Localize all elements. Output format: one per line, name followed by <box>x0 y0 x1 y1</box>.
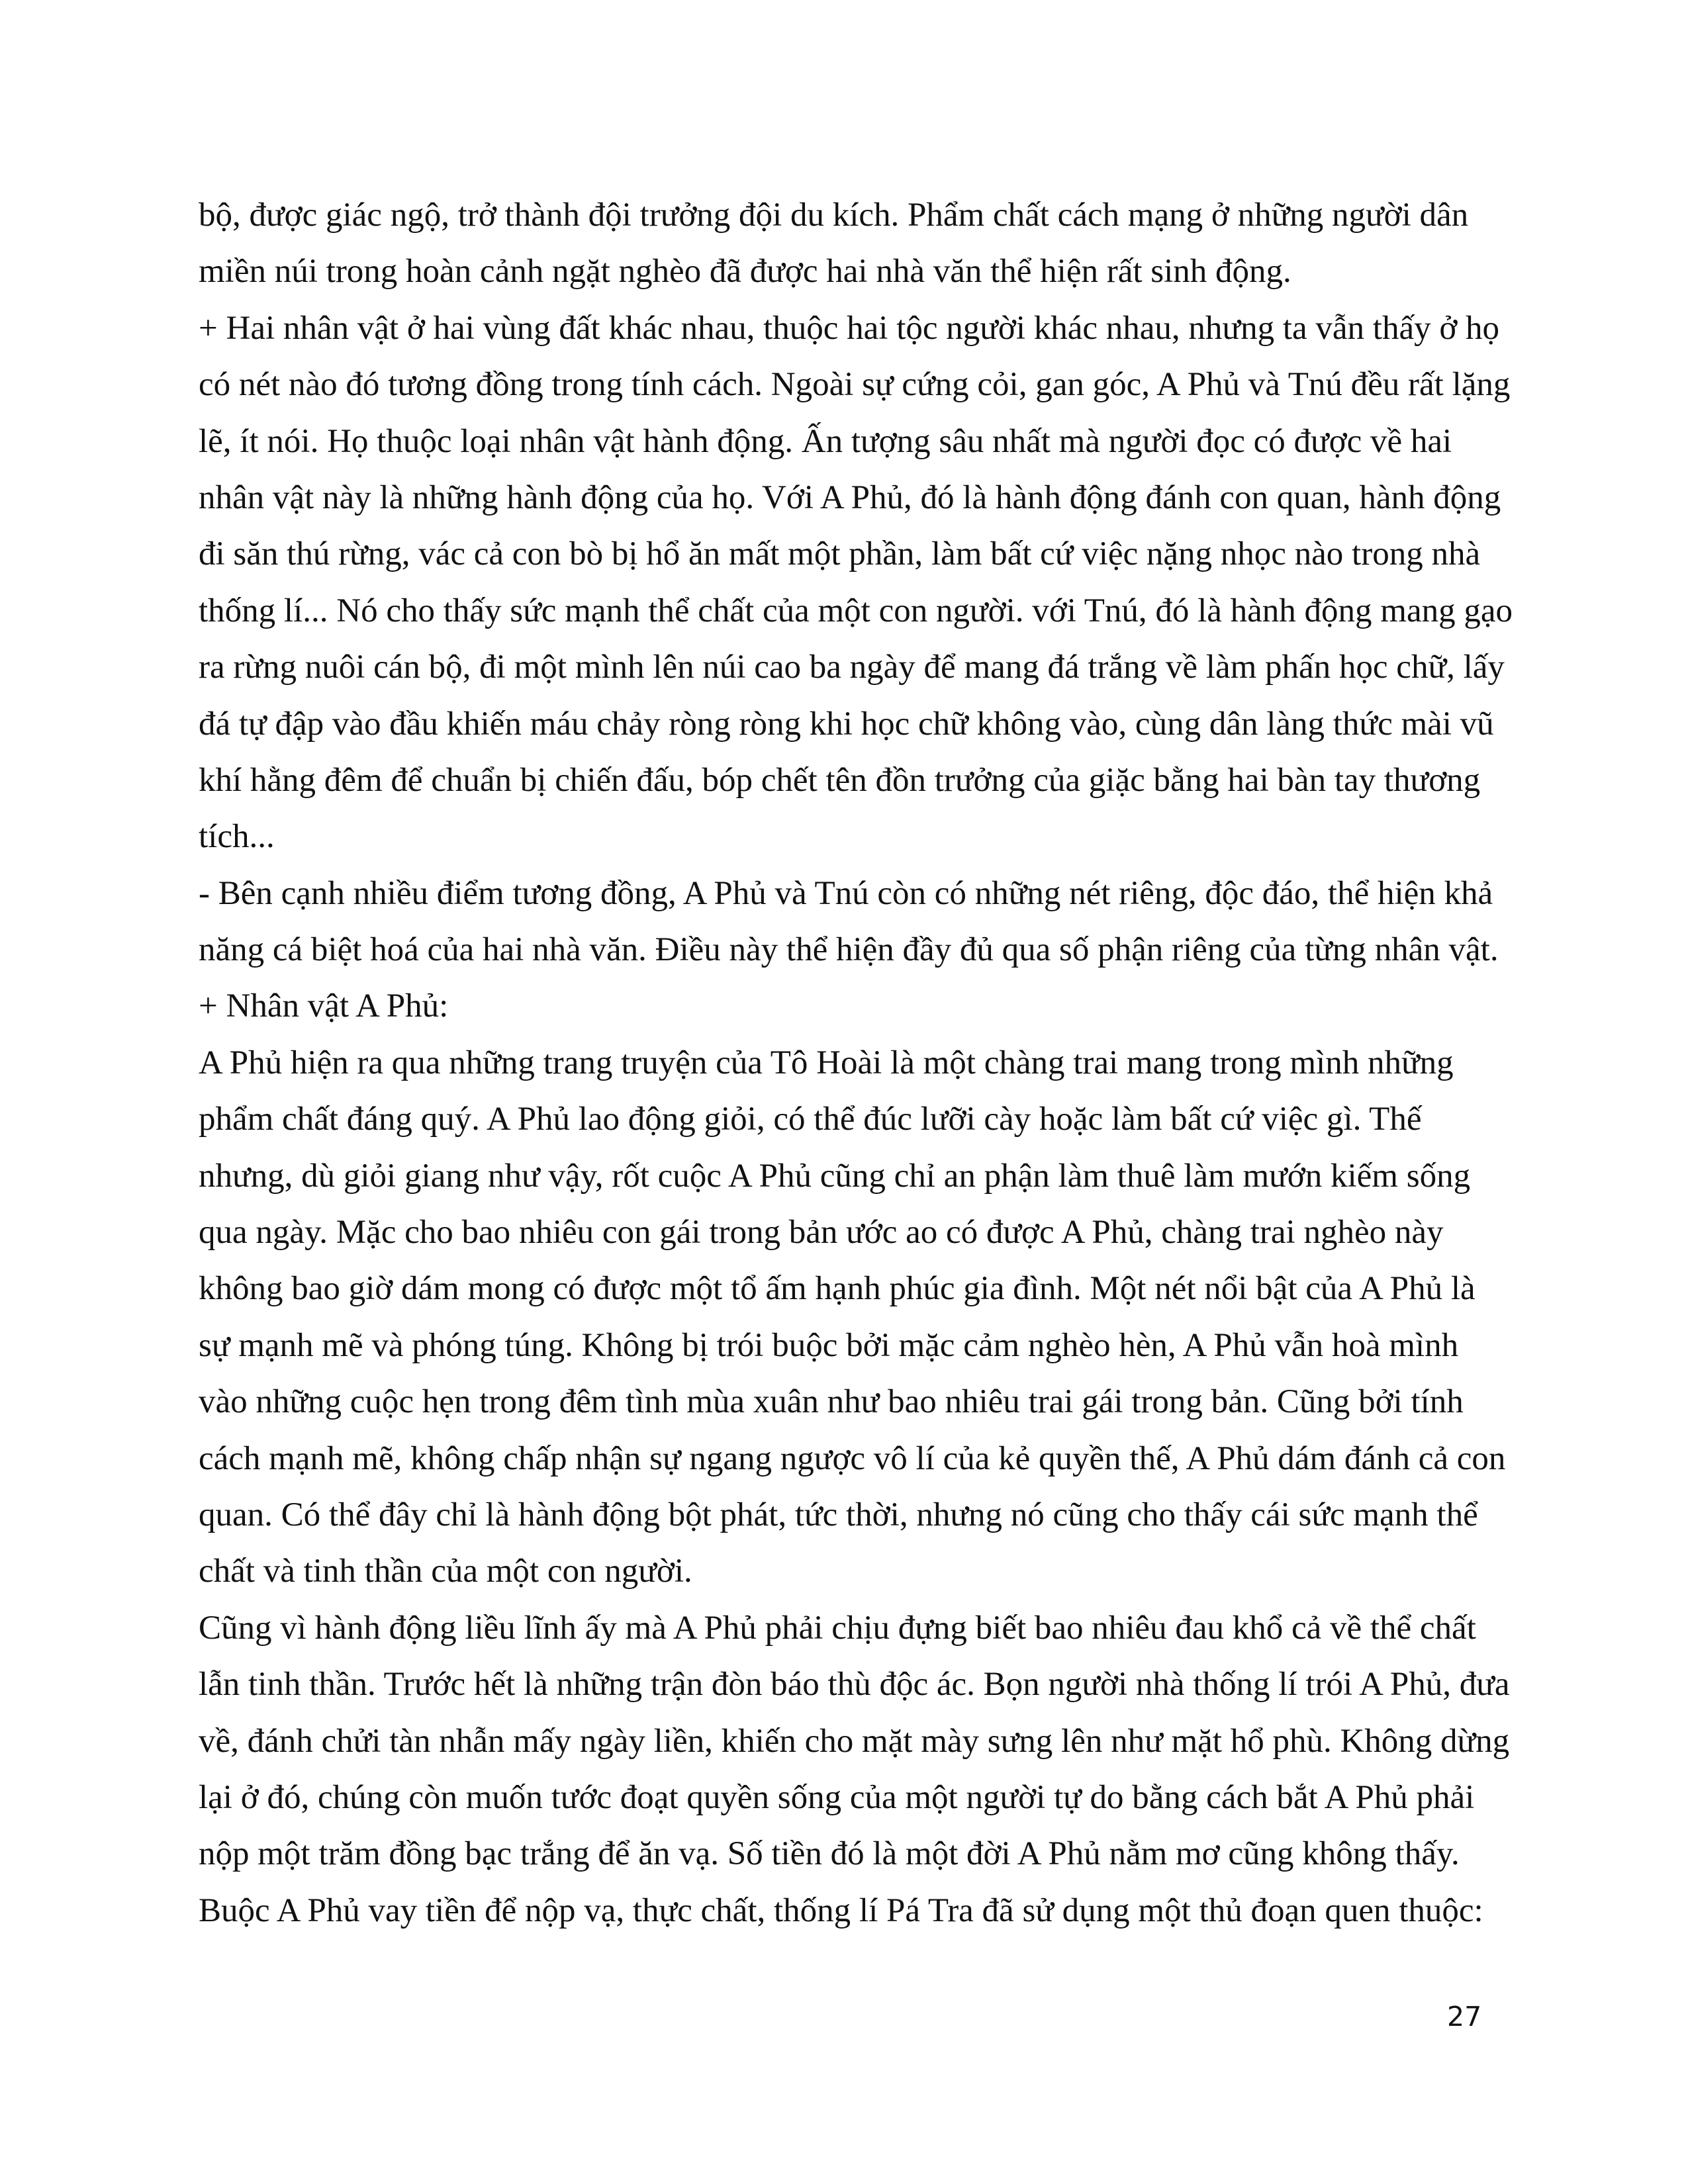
text-line: vào những cuộc hẹn trong đêm tình mùa xuân như bao nhiêu trai gái trong bản. Cũng bởi tính <box>199 1383 1464 1421</box>
page-number: 27 <box>1447 2001 1482 2032</box>
text-line: nhưng, dù giỏi giang như vậy, rốt cuộc A Phủ cũng chỉ an phận làm thuê làm mướn kiếm sống <box>199 1157 1471 1195</box>
text-line: Cũng vì hành động liều lĩnh ấy mà A Phủ phải chịu đựng biết bao nhiêu đau khổ cả về thể chất <box>199 1609 1476 1647</box>
text-line: nộp một trăm đồng bạc trắng để ăn vạ. Số tiền đó là một đời A Phủ nằm mơ cũng không thấy. <box>199 1835 1460 1873</box>
text-line: tích... <box>199 818 275 856</box>
text-line: A Phủ hiện ra qua những trang truyện của Tô Hoài là một chàng trai mang trong mình những <box>199 1044 1454 1081</box>
text-line: phẩm chất đáng quý. A Phủ lao động giỏi, có thể đúc lưỡi cày hoặc làm bất cứ việc gì. Thế <box>199 1101 1422 1138</box>
text-line: nhân vật này là những hành động của họ. Với A Phủ, đó là hành động đánh con quan, hành động <box>199 478 1501 516</box>
text-line: + Hai nhân vật ở hai vùng đất khác nhau, thuộc hai tộc người khác nhau, nhưng ta vẫn thấy ở họ <box>199 309 1500 347</box>
text-line: sự mạnh mẽ và phóng túng. Không bị trói buộc bởi mặc cảm nghèo hèn, A Phủ vẫn hoà mình <box>199 1326 1459 1364</box>
text-line: quan. Có thể đây chỉ là hành động bột phát, tức thời, nhưng nó cũng cho thấy cái sức mạnh thể <box>199 1496 1478 1533</box>
text-line: năng cá biệt hoá của hai nhà văn. Điều này thể hiện đầy đủ qua số phận riêng của từng nhân vật. <box>199 931 1499 969</box>
body-text <box>199 187 1513 1939</box>
text-line: + Nhân vật A Phủ: <box>199 987 449 1025</box>
text-line: lại ở đó, chúng còn muốn tước đoạt quyền sống của một người tự do bằng cách bắt A Phủ phải <box>199 1778 1475 1816</box>
text-line: có nét nào đó tương đồng trong tính cách. Ngoài sự cứng cỏi, gan góc, A Phủ và Tnú đều rất lặng <box>199 366 1511 404</box>
text-line: khí hằng đêm để chuẩn bị chiến đấu, bóp chết tên đồn trưởng của giặc bằng hai bàn tay thương <box>199 761 1481 799</box>
text-line: qua ngày. Mặc cho bao nhiêu con gái trong bản ước ao có được A Phủ, chàng trai nghèo này <box>199 1214 1444 1251</box>
text-line: chất và tinh thần của một con người. <box>199 1553 692 1590</box>
text-line: lẫn tinh thần. Trước hết là những trận đòn báo thù độc ác. Bọn người nhà thống lí trói A Phủ, đưa <box>199 1666 1510 1704</box>
text-line: bộ, được giác ngộ, trở thành đội trưởng đội du kích. Phẩm chất cách mạng ở những người dân <box>199 197 1469 234</box>
text-line: Buộc A Phủ vay tiền để nộp vạ, thực chất, thống lí Pá Tra đã sử dụng một thủ đoạn quen thuộc: <box>199 1891 1483 1929</box>
text-line: cách mạnh mẽ, không chấp nhận sự ngang ngược vô lí của kẻ quyền thế, A Phủ dám đánh cả con <box>199 1439 1506 1477</box>
text-line: lẽ, ít nói. Họ thuộc loại nhân vật hành động. Ấn tượng sâu nhất mà người đọc có được về hai <box>199 422 1452 460</box>
text-line: về, đánh chửi tàn nhẫn mấy ngày liền, khiến cho mặt mày sưng lên như mặt hổ phù. Không dừng <box>199 1722 1510 1760</box>
text-line: đi săn thú rừng, vác cả con bò bị hổ ăn mất một phần, làm bất cứ việc nặng nhọc nào trong nhà <box>199 535 1481 573</box>
text-line: đá tự đập vào đầu khiến máu chảy ròng ròng khi học chữ không vào, cùng dân làng thức mài vũ <box>199 705 1494 743</box>
text-line: không bao giờ dám mong có được một tổ ấm hạnh phúc gia đình. Một nét nổi bật của A Phủ là <box>199 1270 1476 1308</box>
text-line: ra rừng nuôi cán bộ, đi một mình lên núi cao ba ngày để mang đá trắng về làm phấn học chữ, lấy <box>199 649 1505 686</box>
text-line: miền núi trong hoàn cảnh ngặt nghèo đã được hai nhà văn thể hiện rất sinh động. <box>199 253 1291 291</box>
text-line: thống lí... Nó cho thấy sức mạnh thể chất của một con người. với Tnú, đó là hành động mang gạo <box>199 592 1513 629</box>
text-line: - Bên cạnh nhiều điểm tương đồng, A Phủ và Tnú còn có những nét riêng, độc đáo, thể hiện khả <box>199 874 1493 912</box>
